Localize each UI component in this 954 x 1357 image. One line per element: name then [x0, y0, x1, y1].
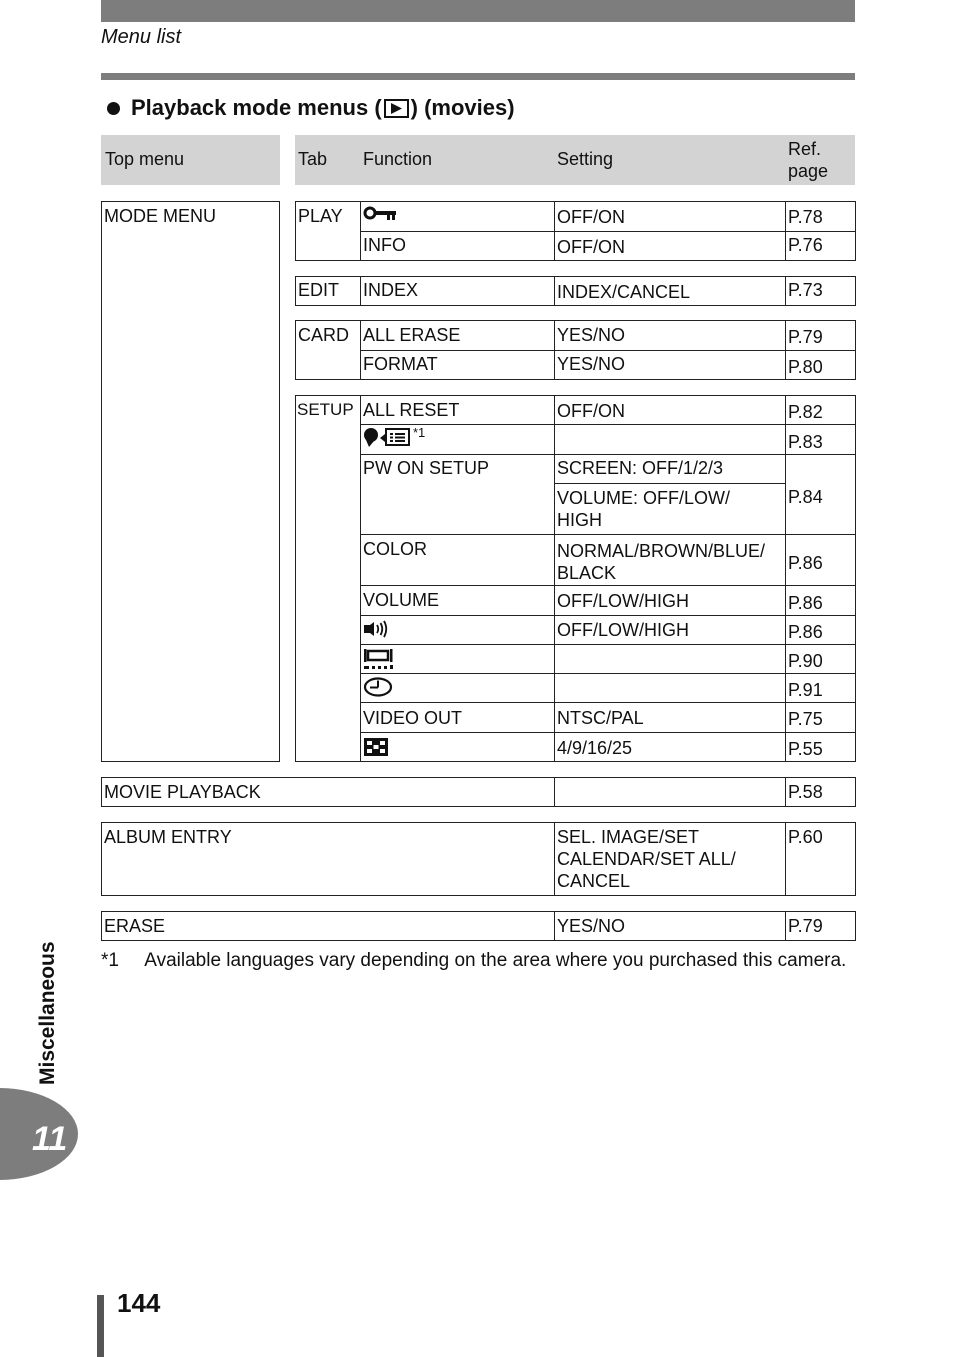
grid-line: [295, 320, 296, 380]
grid-line: [295, 201, 856, 202]
grid-line: [855, 395, 856, 762]
setting-info: OFF/ON: [557, 237, 625, 257]
function-index: INDEX: [363, 280, 419, 300]
function-color: COLOR: [363, 539, 428, 559]
grid-line: [855, 777, 856, 807]
ref-color: P.86: [788, 553, 823, 573]
grid-line: [855, 822, 856, 896]
ref-format: P.80: [788, 357, 823, 377]
grid-line: [360, 673, 856, 674]
language-icon: [363, 426, 411, 448]
tab-play: PLAY: [298, 206, 343, 226]
grid-line: [360, 585, 856, 586]
setting-all-erase: YES/NO: [557, 325, 626, 345]
grid-line: [101, 895, 856, 896]
playback-icon: [384, 99, 409, 118]
beep-sound-icon: [363, 619, 389, 639]
function-all-reset: ALL RESET: [363, 400, 460, 420]
setting-index: INDEX/CANCEL: [557, 282, 691, 302]
grid-line: [101, 940, 856, 941]
grid-line: [360, 424, 856, 425]
grid-line: [855, 320, 856, 380]
grid-line: [101, 911, 102, 941]
ref-play-protect: P.78: [788, 207, 823, 227]
grid-line: [101, 822, 102, 896]
tab-edit: EDIT: [298, 280, 340, 300]
grid-line: [101, 201, 102, 762]
setting-index-display: 4/9/16/25: [557, 738, 633, 758]
grid-line: [785, 822, 786, 896]
ref-beep: P.86: [788, 622, 823, 642]
footnote-ref-mark: *1: [413, 425, 426, 440]
grid-line: [554, 822, 555, 896]
grid-line: [295, 201, 296, 261]
top-menu-mode-menu: MODE MENU: [104, 206, 216, 226]
grid-line: [101, 777, 856, 778]
language-function: [363, 426, 425, 448]
col-header-group: [295, 135, 855, 185]
ref-pw-on-setup: P.84: [788, 487, 823, 507]
grid-line: [554, 395, 555, 762]
grid-line: [554, 276, 555, 306]
clock-icon: [363, 677, 393, 697]
title-suffix: ) (movies): [410, 95, 515, 120]
ref-all-erase: P.79: [788, 327, 823, 347]
grid-line: [554, 777, 555, 807]
title-prefix: Playback mode menus (: [131, 95, 382, 120]
setting-volume: OFF/LOW/HIGH: [557, 591, 689, 611]
protect-key-icon: [363, 206, 397, 222]
grid-line: [360, 534, 856, 535]
top-menu-erase: ERASE: [104, 916, 166, 936]
ref-video-out: P.75: [788, 709, 823, 729]
grid-line: [855, 276, 856, 306]
grid-line: [785, 777, 786, 807]
function-all-erase: ALL ERASE: [363, 325, 461, 345]
grid-line: [785, 395, 786, 762]
monitor-brightness-icon: [363, 648, 395, 670]
grid-line: [360, 350, 856, 351]
grid-line: [785, 320, 786, 380]
grid-line: [279, 201, 280, 762]
grid-line: [295, 761, 856, 762]
grid-line: [855, 911, 856, 941]
ref-info: P.76: [788, 235, 823, 255]
function-video-out: VIDEO OUT: [363, 708, 463, 728]
grid-line: [295, 320, 856, 321]
top-menu-album-entry: ALBUM ENTRY: [104, 827, 232, 847]
grid-line: [360, 231, 856, 232]
grid-line: [101, 777, 102, 807]
ref-index-display: P.55: [788, 739, 823, 759]
grid-line: [554, 320, 555, 380]
grid-line: [785, 276, 786, 306]
footnote-text: Available languages vary depending on the area where you purchased this camera.: [144, 950, 847, 971]
setting-pw-volume: VOLUME: OFF/LOW/ HIGH: [557, 488, 731, 530]
grid-line: [101, 911, 856, 912]
setting-erase: YES/NO: [557, 916, 626, 936]
function-volume: VOLUME: [363, 590, 440, 610]
grid-line: [295, 276, 856, 277]
ref-monitor: P.90: [788, 651, 823, 671]
setting-beep: OFF/LOW/HIGH: [557, 620, 689, 640]
header-rule: [101, 73, 855, 80]
header-bar: [101, 0, 855, 22]
setting-format: YES/NO: [557, 354, 626, 374]
ref-language: P.83: [788, 432, 823, 452]
setting-color: NORMAL/BROWN/BLUE/ BLACK: [557, 541, 766, 583]
footnote-mark: *1: [101, 950, 119, 971]
setting-all-reset: OFF/ON: [557, 401, 625, 421]
grid-line: [360, 615, 856, 616]
ref-movie-playback: P.58: [788, 782, 823, 802]
grid-line: [360, 732, 856, 733]
grid-line: [360, 395, 361, 762]
tab-setup: SETUP: [297, 400, 354, 419]
section-title: [107, 95, 515, 121]
grid-line: [785, 911, 786, 941]
setting-album-entry: SEL. IMAGE/SET CALENDAR/SET ALL/ CANCEL: [557, 827, 736, 891]
footnote: [101, 950, 846, 972]
chapter-label: Miscellaneous: [36, 941, 59, 1085]
grid-line: [360, 702, 856, 703]
grid-line: [101, 822, 856, 823]
ref-clock: P.91: [788, 680, 823, 700]
grid-line: [554, 911, 555, 941]
section-header: Menu list: [101, 26, 182, 48]
setting-video-out: NTSC/PAL: [557, 708, 644, 728]
col-header-top-menu: Top menu: [101, 135, 280, 185]
chapter-number: 11: [32, 1120, 68, 1158]
grid-line: [295, 395, 856, 396]
col-header-tab: Tab: [298, 149, 328, 169]
grid-line: [295, 276, 296, 306]
setting-pw-screen: SCREEN: OFF/1/2/3: [557, 458, 724, 478]
page-number-bar: [97, 1295, 104, 1357]
grid-line: [360, 320, 361, 380]
grid-line: [360, 201, 361, 261]
function-pw-on-setup: PW ON SETUP: [363, 458, 490, 478]
col-header-ref: Ref. page: [788, 139, 829, 181]
grid-line: [295, 305, 856, 306]
bullet-icon: [107, 102, 120, 115]
grid-line: [101, 201, 280, 202]
page-number: 144: [117, 1288, 161, 1318]
col-header-function: Function: [363, 149, 433, 169]
grid-line: [295, 260, 856, 261]
index-grid-icon: [363, 737, 389, 757]
top-menu-movie-playback: MOVIE PLAYBACK: [104, 782, 261, 802]
setting-play-protect: OFF/ON: [557, 207, 625, 227]
grid-line: [554, 201, 555, 261]
ref-album-entry: P.60: [788, 827, 823, 847]
grid-line: [785, 201, 786, 261]
grid-line: [101, 761, 280, 762]
tab-card: CARD: [298, 325, 350, 345]
function-info: INFO: [363, 235, 406, 255]
function-format: FORMAT: [363, 354, 438, 374]
grid-line: [360, 644, 856, 645]
grid-line: [101, 806, 856, 807]
ref-all-reset: P.82: [788, 402, 823, 422]
grid-line: [295, 379, 856, 380]
grid-line: [554, 483, 786, 484]
ref-volume: P.86: [788, 593, 823, 613]
grid-line: [295, 395, 296, 762]
grid-line: [360, 276, 361, 306]
ref-erase: P.79: [788, 916, 823, 936]
grid-line: [360, 454, 856, 455]
grid-line: [855, 201, 856, 261]
col-header-setting: Setting: [557, 149, 614, 169]
ref-index: P.73: [788, 280, 823, 300]
